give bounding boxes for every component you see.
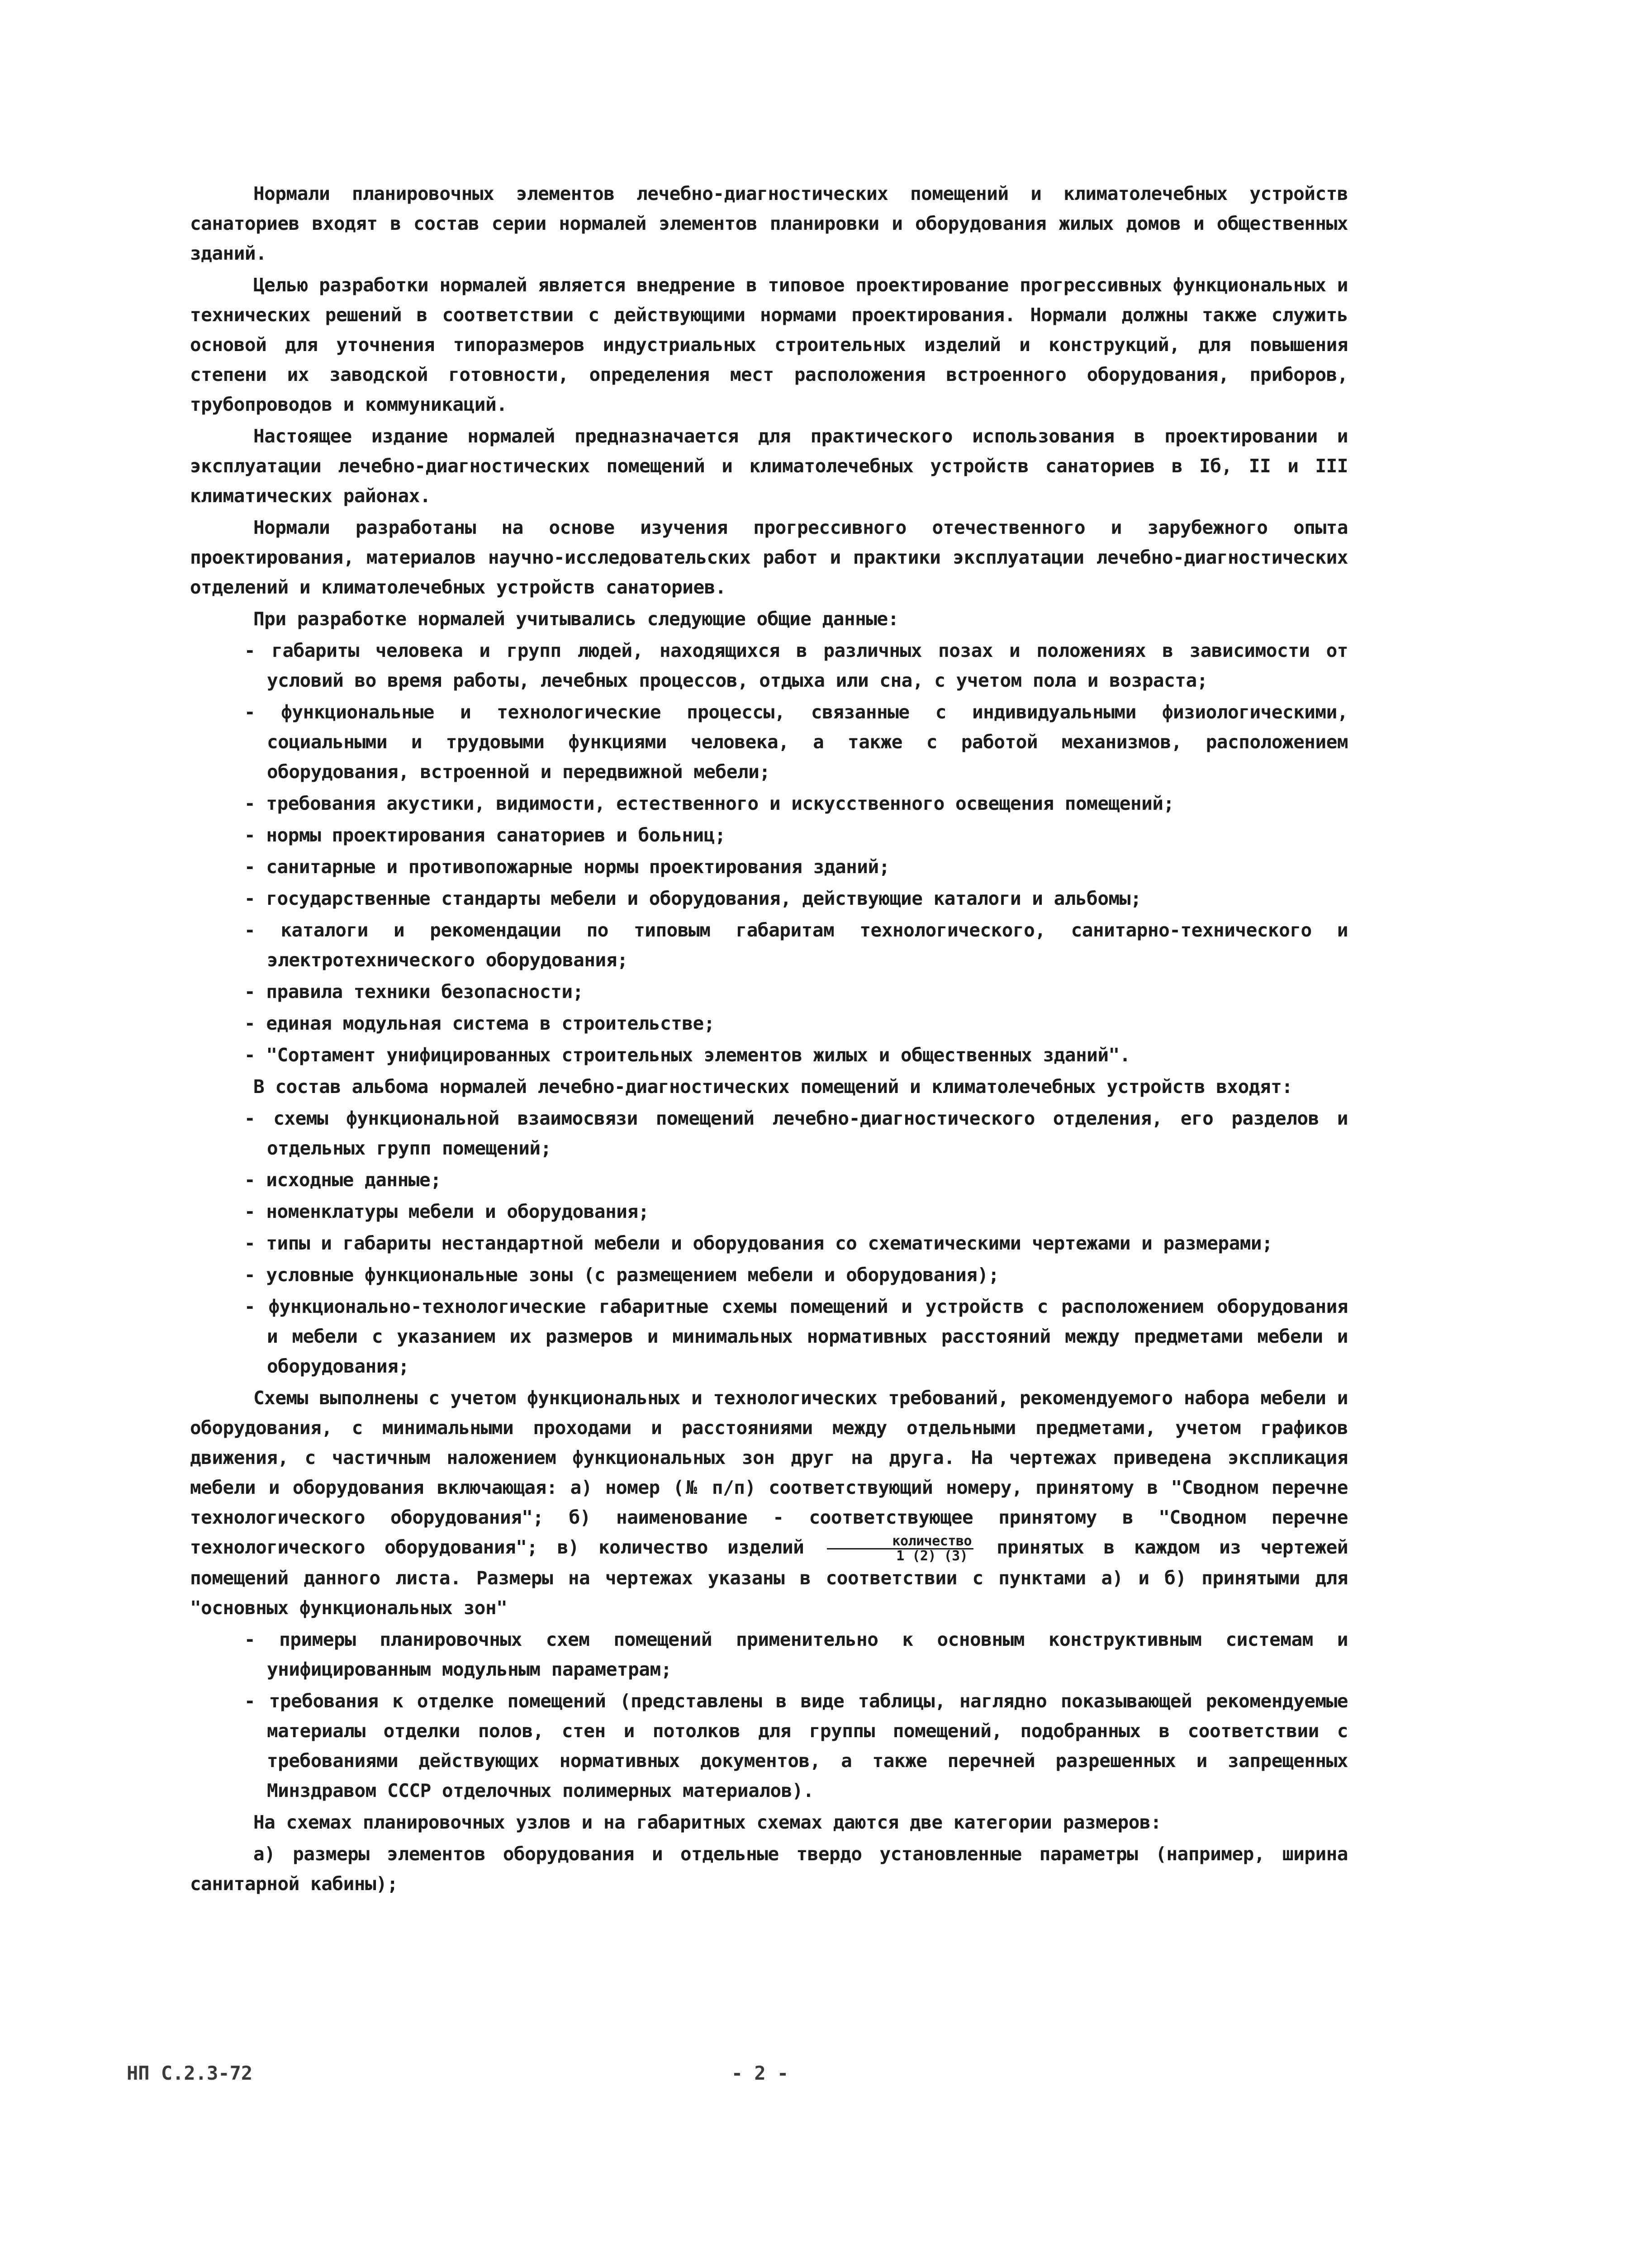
list-item: - исходные данные; <box>244 1169 441 1191</box>
list-item: - функциональные и технологические процессы, связанные с индивидуальными физиологическими, социальными и трудовыми функциями человека, а также с работой механизмов, расположением оборудования, встроенной и передвижной мебели; <box>244 701 1348 783</box>
list-item: - государственные стандарты мебели и оборудования, действующие каталоги и альбомы; <box>244 888 1142 909</box>
list-item: - санитарные и противопожарные нормы проектирования зданий; <box>244 856 890 878</box>
paragraph-usage: Настоящее издание нормалей предназначается для практического использования в проектировании и эксплуатации лечебно-диагностических помещений и климатолечебных устройств санаториев в Iб, II и III климатических районах. <box>190 425 1348 507</box>
list-item: - "Сортамент унифицированных строительных элементов жилых и общественных зданий". <box>244 1044 1130 1066</box>
paragraph-basis: Нормали разработаны на основе изучения прогрессивного отечественного и зарубежного опыта проектирования, материалов научно-исследовательских работ и практики эксплуатации лечебно-диагностических отделений и климатолечебных устройств санаториев. <box>190 517 1348 598</box>
schemes-lead-text: Схемы выполнены с учетом функциональных и технологических требований, рекомендуемого набора мебели и оборудования, с минимальными проходами и расстояниями между отдельными предметами, учетом графиков движения, с частичным наложением функциональных зон друг на друга. На чертежах приведена экспликация мебели и оборудования включающая: а) номер (№ п/п) соответствующий номеру, принятому в "Сводном перечне технологического оборудования"; б) наименование - соответствующее принятому в "Сводном перечне технологического оборудования"; <box>190 1387 1348 1558</box>
document-body <box>190 179 1348 1901</box>
list-item: - каталоги и рекомендации по типовым габаритам технологического, санитарно-технического и электротехнического оборудования; <box>244 919 1348 971</box>
list-item: - примеры планировочных схем помещений применительно к основным конструктивным системам и унифицированным модульным параметрам; <box>244 1628 1348 1680</box>
paragraph-dimension-categories: На схемах планировочных узлов и на габаритных схемах даются две категории размеров: <box>253 1811 1162 1833</box>
paragraph-schemes <box>190 1383 1348 1623</box>
list-item: - габариты человека и групп людей, находящихся в различных позах и положениях в зависимости от условий во время работы, лечебных процессов, отдыха или сна, с учетом пола и возраста; <box>244 640 1348 691</box>
paragraph-general-data: При разработке нормалей учитывались следующие общие данные: <box>253 608 899 630</box>
document-code: НП С.2.3-72 <box>127 2062 253 2084</box>
general-data-list <box>190 636 1348 1070</box>
list-item: - типы и габариты нестандартной мебели и оборудования со схематическими чертежами и размерами; <box>244 1232 1273 1254</box>
list-item: - схемы функциональной взаимосвязи помещений лечебно-диагностического отделения, его разделов и отдельных групп помещений; <box>244 1107 1348 1159</box>
list-item: - условные функциональные зоны (с размещением мебели и оборудования); <box>244 1264 999 1286</box>
fraction-denominator: 1 (2) (3) <box>896 1548 968 1564</box>
list-item: - требования к отделке помещений (представлены в виде таблицы, наглядно показывающей рекомендуемые материалы отделки полов, стен и потолков для группы помещений, подобранных в соответствии с требованиями действующих нормативных документов, а также перечней разрешенных и запрещенных Минздравом СССР отделочных полимерных материалов). <box>244 1690 1348 1801</box>
page-number: - 2 - <box>731 2062 789 2084</box>
paragraph-intro: Нормали планировочных элементов лечебно-диагностических помещений и климатолечебных устройств санаториев входят в состав серии нормалей элементов планировки и оборудования жилых домов и общественных зданий. <box>190 183 1348 264</box>
fraction-numerator: количество <box>827 1535 973 1549</box>
list-item: - номенклатуры мебели и оборудования; <box>244 1201 649 1222</box>
quantity-fraction <box>827 1535 973 1563</box>
schemes-tail-text: принятых в каждом из чертежей помещений данного листа. Размеры на чертежах указаны в соответствии с пунктами а) и б) принятыми для "основных функциональных зон" <box>190 1536 1348 1619</box>
list-item: - требования акустики, видимости, естественного и искусственного освещения помещений; <box>244 793 1174 814</box>
paragraph-purpose: Целью разработки нормалей является внедрение в типовое проектирование прогрессивных функциональных и технических решений в соответствии с действующими нормами проектирования. Нормали должны также служить основой для уточнения типоразмеров индустриальных строительных изделий и конструкций, для повышения степени их заводской готовности, определения мест расположения встроенного оборудования, приборов, трубопроводов и коммуникаций. <box>190 274 1348 415</box>
examples-list <box>190 1625 1348 1806</box>
schemes-quantity-text: в) количество изделий <box>557 1536 804 1558</box>
list-item: - функционально-технологические габаритные схемы помещений и устройств с расположением оборудования и мебели с указанием их размеров и минимальных нормативных расстояний между предметами мебели и оборудования; <box>244 1296 1348 1377</box>
paragraph-dimension-a: а) размеры элементов оборудования и отдельные твердо установленные параметры (например, ширина санитарной кабины); <box>190 1843 1348 1895</box>
album-contents-list <box>190 1103 1348 1381</box>
paragraph-album-contents: В состав альбома нормалей лечебно-диагностических помещений и климатолечебных устройств входят: <box>253 1076 1293 1098</box>
list-item: - нормы проектирования санаториев и больниц; <box>244 824 726 846</box>
list-item: - правила техники безопасности; <box>244 981 584 1003</box>
list-item: - единая модульная система в строительстве; <box>244 1012 715 1034</box>
